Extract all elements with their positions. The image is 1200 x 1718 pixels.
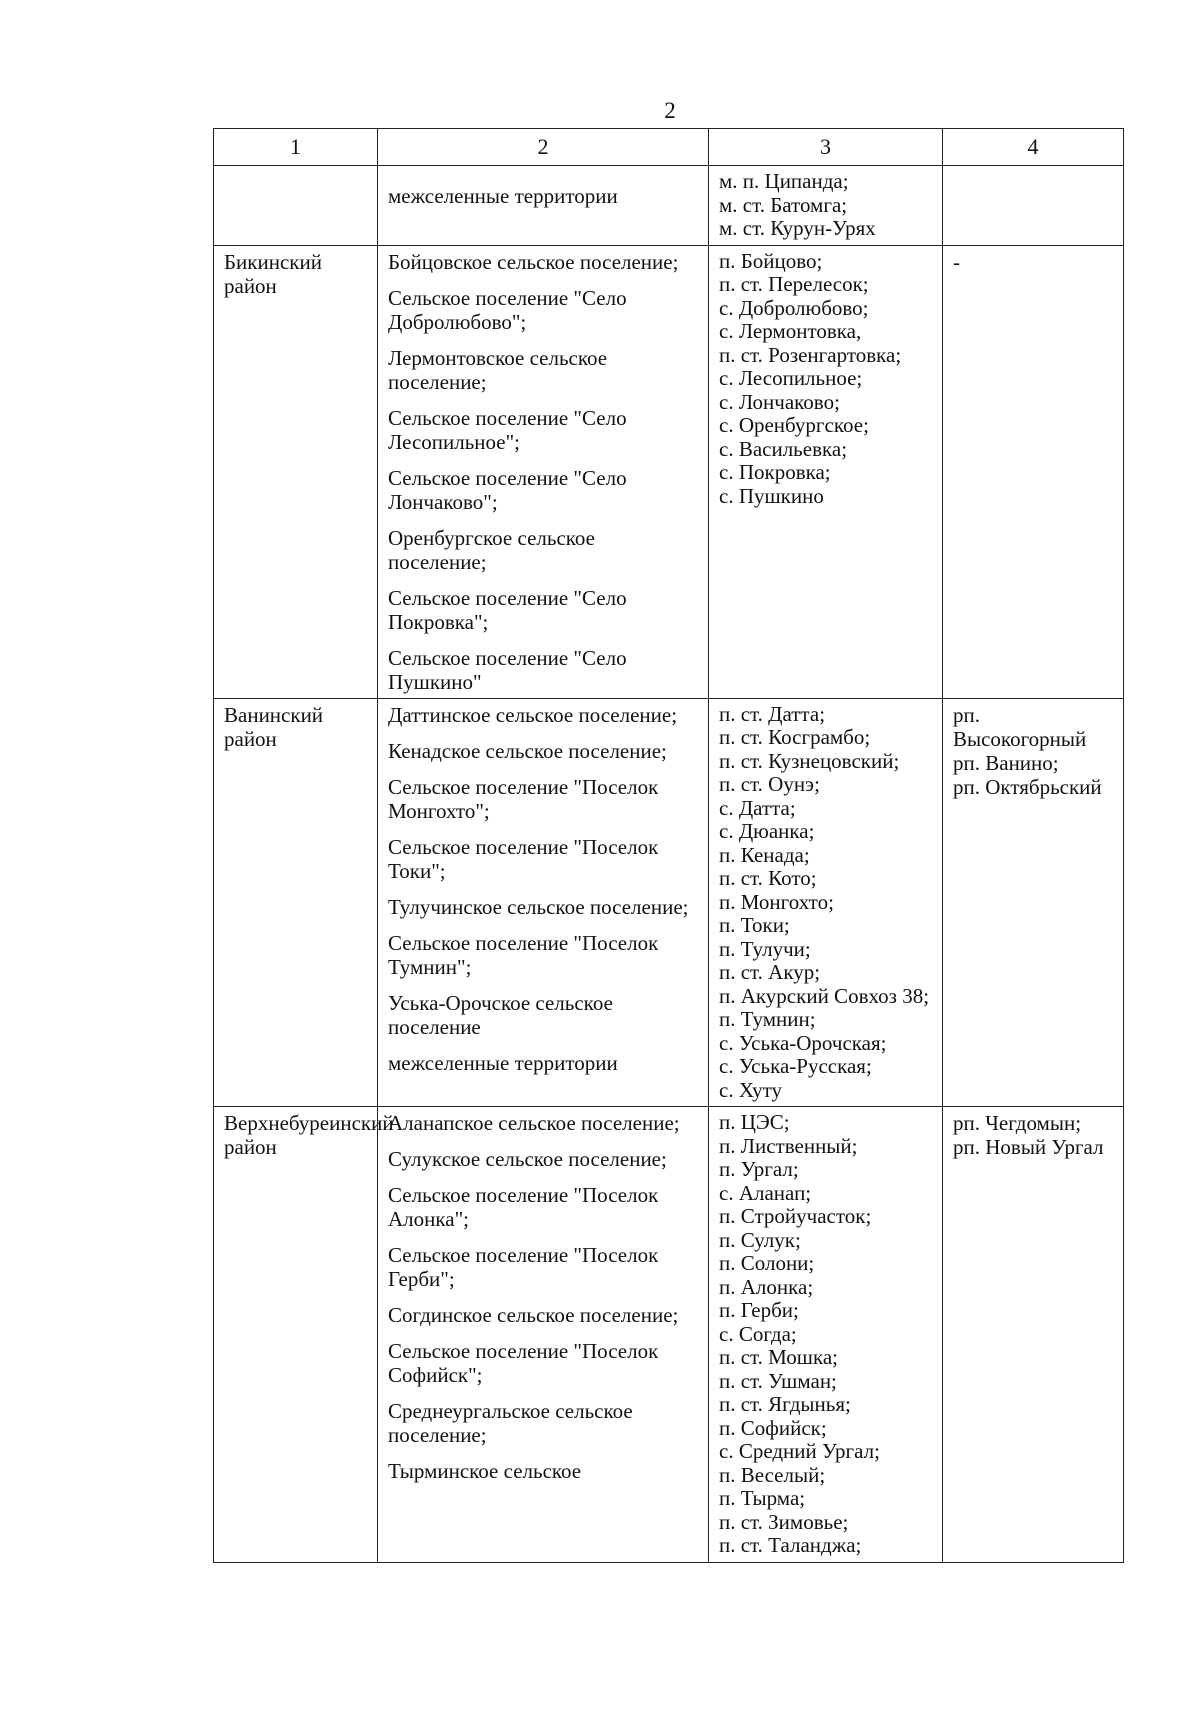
locality-entry: с. Оренбургское; bbox=[719, 413, 869, 437]
locality-entry: с. Дюанка; bbox=[719, 819, 815, 843]
locality-entry: п. Ургал; bbox=[719, 1157, 799, 1181]
urban-settlement-entry: рп. Ванино; bbox=[953, 750, 1059, 775]
settlement-entry: Сельское поселение "Село Покровка"; bbox=[388, 585, 627, 634]
urban-settlement-entry: рп. Высокогорный bbox=[953, 702, 1087, 751]
locality-entry: п. Герби; bbox=[719, 1298, 799, 1322]
settlement-entry: Даттинское сельское поселение; bbox=[388, 702, 678, 727]
settlement-entry: Сельское поселение "Поселок Токи"; bbox=[388, 834, 659, 883]
locality-entry: с. Пушкино bbox=[719, 483, 824, 508]
locality-entry: п. Токи; bbox=[719, 913, 790, 937]
locality-entry: п. Сулук; bbox=[719, 1227, 801, 1252]
urban-settlement-entry: рп. Октябрьский bbox=[953, 774, 1102, 799]
locality-entry: п. Лиственный; bbox=[719, 1133, 858, 1158]
locality-entry: п. Солони; bbox=[719, 1251, 815, 1275]
settlements-table bbox=[213, 128, 1124, 1563]
settlement-entry: Сельское поселение "Поселок Софийск"; bbox=[388, 1339, 659, 1387]
district-cell bbox=[214, 166, 378, 246]
settlement-entry: Тулучинское сельское поселение; bbox=[388, 894, 689, 919]
locality-entry: п. ст. Таланджа; bbox=[719, 1533, 862, 1557]
settlement-entry: Оренбургское сельское поселение; bbox=[388, 525, 595, 574]
locality-entry: п. Тумнин; bbox=[719, 1007, 816, 1031]
locality-entry: п. ст. Розенгартовка; bbox=[719, 342, 902, 367]
settlement-entry: Аланапское сельское поселение; bbox=[388, 1111, 680, 1135]
table-body bbox=[214, 166, 1124, 1563]
settlement-entry: межселенные территории bbox=[388, 184, 618, 208]
locality-entry: п. Тулучи; bbox=[719, 936, 811, 961]
settlement-entry: Сельское поселение "Село Пушкино" bbox=[388, 645, 627, 694]
locality-entry: с. Средний Ургал; bbox=[719, 1439, 880, 1463]
urban-settlement-entry: рп. Новый Ургал bbox=[953, 1135, 1104, 1159]
locality-entry: п. Веселый; bbox=[719, 1462, 826, 1487]
locality-entry: с. Лесопильное; bbox=[719, 366, 863, 390]
settlement-entry: Среднеургальское сельское поселение; bbox=[388, 1399, 633, 1447]
locality-entry: м. п. Ципанда; bbox=[719, 169, 849, 193]
locality-entry: с. Аланап; bbox=[719, 1180, 812, 1205]
locality-entry: п. Софийск; bbox=[719, 1415, 827, 1440]
settlement-entry: Сельское поселение "Поселок Монгохто"; bbox=[388, 774, 659, 823]
settlement-entry: Тырминское сельское bbox=[388, 1459, 582, 1483]
locality-entry: с. Согда; bbox=[719, 1321, 797, 1346]
settlement-entry: Сельское поселение "Село Лончаково"; bbox=[388, 465, 627, 514]
locality-entry: с. Покровка; bbox=[719, 460, 831, 484]
settlement-entry: Сулукское сельское поселение; bbox=[388, 1147, 667, 1171]
page-number: 2 bbox=[664, 98, 676, 123]
urban-settlement-entry: - bbox=[953, 249, 960, 274]
locality-entry: п. ст. Перелесок; bbox=[719, 272, 869, 296]
locality-entry: п. ст. Датта; bbox=[719, 701, 826, 726]
settlements-cell bbox=[378, 698, 709, 1107]
locality-entry: п. ст. Мошка; bbox=[719, 1345, 839, 1369]
locality-entry: п. ст. Ушман; bbox=[719, 1368, 837, 1393]
urban-settlements-cell bbox=[943, 1107, 1124, 1563]
locality-entry: с. Лермонтовка, bbox=[719, 319, 862, 343]
district-cell: Бикинский район bbox=[214, 245, 378, 698]
urban-settlements-cell bbox=[943, 166, 1124, 246]
locality-entry: п. ст. Ягдынья; bbox=[719, 1392, 851, 1416]
settlement-entry: Уська-Орочское сельское поселение bbox=[388, 990, 613, 1039]
locality-entry: с. Уська-Русская; bbox=[719, 1054, 872, 1078]
column-header-4: 4 bbox=[943, 129, 1124, 166]
localities-cell bbox=[709, 1107, 943, 1563]
settlement-entry: Кенадское сельское поселение; bbox=[388, 738, 667, 763]
settlement-entry: Сельское поселение "Поселок Герби"; bbox=[388, 1243, 659, 1291]
locality-entry: с. Добролюбово; bbox=[719, 295, 869, 320]
locality-entry: п. Акурский Совхоз 38; bbox=[719, 983, 930, 1008]
urban-settlement-entry: рп. Чегдомын; bbox=[953, 1111, 1082, 1135]
settlements-cell bbox=[378, 245, 709, 698]
locality-entry: п. ст. Косграмбо; bbox=[719, 725, 871, 749]
table-row bbox=[214, 166, 1124, 246]
district-cell: Верхнебуреинский район bbox=[214, 1107, 378, 1563]
column-header-2: 2 bbox=[378, 129, 709, 166]
table-row bbox=[214, 698, 1124, 1107]
settlement-entry: Сельское поселение "Поселок Алонка"; bbox=[388, 1183, 659, 1231]
localities-cell bbox=[709, 698, 943, 1107]
header-row bbox=[214, 129, 1124, 166]
locality-entry: п. ст. Оунэ; bbox=[719, 772, 820, 796]
settlement-entry: Лермонтовское сельское поселение; bbox=[388, 345, 608, 394]
locality-entry: с. Уська-Орочская; bbox=[719, 1030, 887, 1055]
urban-settlements-cell bbox=[943, 245, 1124, 698]
column-header-3: 3 bbox=[709, 129, 943, 166]
urban-settlements-cell bbox=[943, 698, 1124, 1107]
locality-entry: с. Васильевка; bbox=[719, 436, 848, 461]
locality-entry: п. Монгохто; bbox=[719, 889, 834, 914]
locality-entry: п. ст. Зимовье; bbox=[719, 1509, 849, 1534]
locality-entry: п. ст. Акур; bbox=[719, 960, 821, 984]
locality-entry: п. Кенада; bbox=[719, 842, 810, 867]
table-row bbox=[214, 1107, 1124, 1563]
settlements-cell bbox=[378, 166, 709, 246]
locality-entry: с. Лончаково; bbox=[719, 389, 840, 414]
locality-entry: м. ст. Батомга; bbox=[719, 192, 848, 217]
settlement-entry: Сельское поселение "Поселок Тумнин"; bbox=[388, 930, 659, 979]
settlement-entry: Бойцовское сельское поселение; bbox=[388, 249, 679, 274]
locality-entry: п. Алонка; bbox=[719, 1274, 814, 1299]
settlements-cell bbox=[378, 1107, 709, 1563]
table-row bbox=[214, 245, 1124, 698]
locality-entry: с. Датта; bbox=[719, 795, 796, 820]
settlement-entry: Согдинское сельское поселение; bbox=[388, 1303, 679, 1327]
locality-entry: п. Бойцово; bbox=[719, 248, 823, 273]
settlement-entry: Сельское поселение "Село Лесопильное"; bbox=[388, 405, 627, 454]
district-cell: Ванинский район bbox=[214, 698, 378, 1107]
column-header-1: 1 bbox=[214, 129, 378, 166]
locality-entry: п. Тырма; bbox=[719, 1486, 806, 1510]
locality-entry: п. Стройучасток; bbox=[719, 1204, 872, 1228]
locality-entry: с. Хуту bbox=[719, 1077, 783, 1102]
localities-cell bbox=[709, 166, 943, 246]
locality-entry: м. ст. Курун-Урях bbox=[719, 216, 876, 240]
settlement-entry: Сельское поселение "Село Добролюбово"; bbox=[388, 285, 627, 334]
locality-entry: п. ст. Кузнецовский; bbox=[719, 748, 900, 773]
locality-entry: п. ЦЭС; bbox=[719, 1110, 790, 1134]
localities-cell bbox=[709, 245, 943, 698]
settlement-entry: межселенные территории bbox=[388, 1050, 618, 1075]
locality-entry: п. ст. Кото; bbox=[719, 866, 817, 890]
